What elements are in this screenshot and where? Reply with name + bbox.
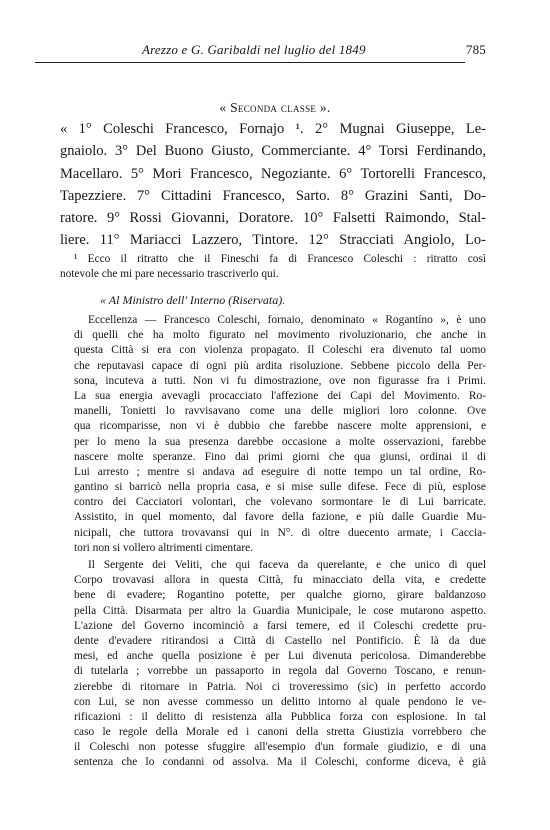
- footnote-line: notevole che mi pare necessario trascriverlo qui.: [60, 268, 279, 280]
- header-rule: [35, 62, 465, 63]
- text-line: pella Città. Disarmata per altro la Guardia Municipale, le cose mutarono aspetto.: [74, 604, 486, 617]
- text-line: il Coleschi non potesse sfuggire all'esempio d'un formale giudizio, e di una: [74, 741, 486, 754]
- name-list-line: ratore. 9° Rossi Giovanni, Doratore. 10° Falsetti Raimondo, Stal-: [60, 210, 486, 227]
- text-line: gantino si barricò nella propria casa, e si mise sulle difese. Fece di più, esplose: [74, 481, 486, 494]
- text-line: di quelli che ha molto figurato nel movimento rivoluzionario, che anche in: [74, 329, 486, 342]
- footnote: [60, 252, 486, 282]
- text-line: Eccellenza — Francesco Coleschi, fornaio, denominato « Rogantíno », è uno: [88, 314, 486, 326]
- paragraph: [60, 558, 486, 771]
- letter-addressee: « Al Ministro dell' Interno (Riservata).: [100, 293, 286, 307]
- text-line: per lo meno la sua presenza darebbe occasione a molte osservazioni, farebbe: [74, 435, 486, 448]
- text-line: bene di evadere; Rogantino potette, per qualche giorno, girare baldanzoso: [74, 589, 486, 602]
- name-list-line: « 1° Coleschi Francesco, Fornajo ¹. 2° Mugnai Giuseppe, Le-: [60, 121, 486, 137]
- text-line: questa Città si era con violenza propagato. Il Coleschi era divenuto tal uomo: [74, 344, 486, 357]
- text-line: di tutelarla ; vorrebbe un passaporto in regola dal Governo Toscano, e renun-: [74, 665, 486, 678]
- paragraph: [60, 313, 486, 556]
- text-line: Corpo trovavasi allora in questa Città, fu minacciato della vita, e credette: [74, 574, 486, 587]
- text-line: dente d'evadere ritirandosi a Città di Castello nel Pontificio. È là da due: [74, 634, 486, 647]
- footnote-line: ¹ Ecco il ritratto che il Fineschi fa di Francesco Coleschi : ritratto così: [74, 253, 486, 265]
- section-title: [0, 100, 550, 116]
- text-line: nicipali, che tuttora trovavansi qui in N°. di oltre duecento armate, i Caccia-: [74, 526, 486, 539]
- text-line: caso le regole della Morale ed i canoni della stretta Giustizia vorrebbero che: [74, 726, 486, 739]
- text-line: che reputavasi capace di ogni più ardita risoluzione. Sebbene piccolo della Per-: [74, 359, 486, 372]
- text-line: contro dei Cacciatori volontari, che volevano sormontare le di Lui barricate.: [74, 496, 486, 509]
- text-line: rificazioni : il delitto di resistenza alla Pubblica forza con esplosione. In tal: [74, 710, 486, 723]
- letter-body: [60, 313, 486, 771]
- text-line: con Lui, se non avesse commesso un delitto intorno al quale pendono le ve-: [74, 695, 486, 708]
- text-line: mesi, ed anche quella posizione è per Lui divenuta pericolosa. Dimanderebbe: [74, 650, 486, 663]
- section-title-text: « Seconda classe ».: [219, 100, 331, 115]
- text-line: nascere molte speranze. Fino dai primi giorni che qua giunsi, ordinai il di: [74, 450, 486, 463]
- text-line: Il Sergente dei Veliti, che qui faceva da querelante, e che unico di quel: [88, 559, 486, 571]
- name-list-line: liere. 11° Mariacci Lazzero, Tintore. 12° Stracciati Angiolo, Lo-: [60, 232, 486, 249]
- name-list-line: gnaiolo. 3° Del Buono Giusto, Commerciante. 4° Torsi Ferdinando,: [60, 143, 486, 160]
- running-head: [60, 42, 486, 58]
- text-line: qua ricomparisse, non vi è dubbio che farebbe nascere molte apprensioni, e: [74, 420, 486, 433]
- name-list: [60, 118, 486, 252]
- text-line: manelli, Tonietti lo ravvisavano come una delle migliori loro colonne. Ove: [74, 405, 486, 418]
- name-list-line: Macellaro. 5° Mori Francesco, Negoziante. 6° Tortorelli Francesco,: [60, 165, 486, 182]
- text-line: sentenza che lo condanni od assolva. Ma il Coleschi, conforme diceva, è già: [74, 756, 486, 769]
- running-head-title: Arezzo e G. Garibaldi nel luglio del 1849: [142, 42, 366, 57]
- text-line: La sua energia avevagli procacciato l'affezione dei Capi del Movimento. Ro-: [74, 389, 486, 402]
- name-list-line: Tapezziere. 7° Cittadini Francesco, Sarto. 8° Grazini Santi, Do-: [60, 187, 486, 204]
- page-number: 785: [465, 42, 486, 57]
- text-line: zierebbe di ritornare in Patria. Noi ci troveressimo (sic) in perfetto accordo: [74, 680, 486, 693]
- text-line: tori non si vollero altrimenti cimentare.: [74, 541, 254, 554]
- text-line: L'azione del Governo incominciò a farsi temere, ed il Coleschi credette pru-: [74, 619, 486, 632]
- text-line: Lui arresto ; mentre si andava ad eseguire di notte tempo un tal ordine, Ro-: [74, 465, 486, 478]
- text-line: Assistito, in quel momento, dal favore della fazione, e più dalle Guardie Mu-: [74, 511, 486, 524]
- text-line: sona, incuteva a tutti. Non vi fu dimostrazione, ove non figurasse fra i Primi.: [74, 374, 486, 387]
